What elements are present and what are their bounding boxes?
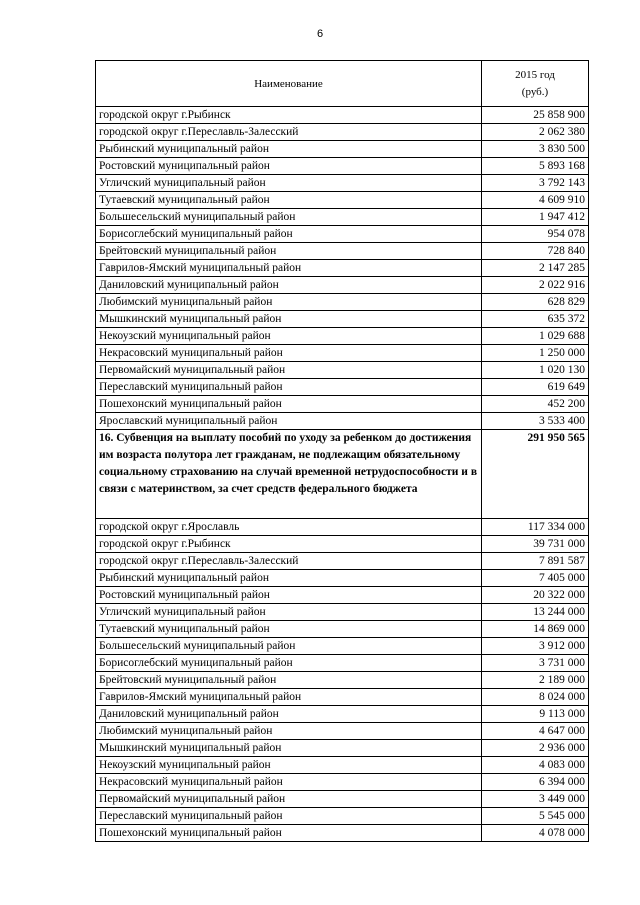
row-amount: 13 244 000 [482,604,589,621]
row-amount: 4 609 910 [482,192,589,209]
row-amount: 2 022 916 [482,277,589,294]
row-amount: 2 147 285 [482,260,589,277]
row-name: Тутаевский муниципальный район [96,621,482,638]
row-name: Мышкинский муниципальный район [96,740,482,757]
row-name: Пошехонский муниципальный район [96,825,482,842]
table-row [96,243,589,260]
row-amount: 3 830 500 [482,141,589,158]
table-row [96,757,589,774]
column-header-year-unit: (руб.) [521,85,549,98]
row-amount: 1 250 000 [482,345,589,362]
row-name: Угличский муниципальный район [96,604,482,621]
table-row [96,689,589,706]
row-name: Любимский муниципальный район [96,723,482,740]
table-row [96,362,589,379]
table-row [96,396,589,413]
row-name: Брейтовский муниципальный район [96,672,482,689]
table-row [96,124,589,141]
row-name: Даниловский муниципальный район [96,277,482,294]
row-amount: 8 024 000 [482,689,589,706]
row-amount: 14 869 000 [482,621,589,638]
table-row [96,570,589,587]
row-name: Ростовский муниципальный район [96,158,482,175]
row-name: Первомайский муниципальный район [96,791,482,808]
row-amount: 4 078 000 [482,825,589,842]
table-row [96,107,589,124]
row-name: городской округ г.Переславль-Залесский [96,553,482,570]
section-total: 291 950 565 [482,430,589,519]
table-row [96,740,589,757]
table-body-bottom [96,519,589,842]
row-amount: 7 405 000 [482,570,589,587]
page-number: 6 [316,28,324,40]
table-row [96,621,589,638]
table-row [96,808,589,825]
row-name: Рыбинский муниципальный район [96,570,482,587]
table-body-top [96,107,589,430]
row-name: Пошехонский муниципальный район [96,396,482,413]
table-row [96,536,589,553]
table-row [96,604,589,621]
row-amount: 3 533 400 [482,413,589,430]
row-name: Любимский муниципальный район [96,294,482,311]
table-row [96,413,589,430]
row-amount: 954 078 [482,226,589,243]
table-row [96,672,589,689]
row-amount: 1 029 688 [482,328,589,345]
row-name: Ярославский муниципальный район [96,413,482,430]
row-name: Некрасовский муниципальный район [96,345,482,362]
row-amount: 117 334 000 [482,519,589,536]
row-name: Угличский муниципальный район [96,175,482,192]
table-row [96,260,589,277]
row-name: Тутаевский муниципальный район [96,192,482,209]
table-row [96,345,589,362]
row-amount: 619 649 [482,379,589,396]
section-title: 16. Субвенция на выплату пособий по уходу за ребенком до достижения им возраста полутора лет гражданам, не подлежащим обязательному социальному страхованию на случай временной нетрудоспособности и в связи с материнством, за счет средств федерального бюджета [96,430,482,519]
row-name: Некрасовский муниципальный район [96,774,482,791]
row-name: Борисоглебский муниципальный район [96,226,482,243]
row-name: Большесельский муниципальный район [96,209,482,226]
table-row [96,774,589,791]
row-name: Гаврилов-Ямский муниципальный район [96,260,482,277]
table-body-section [96,430,589,519]
row-amount: 3 449 000 [482,791,589,808]
table-row [96,175,589,192]
row-name: городской округ г.Рыбинск [96,536,482,553]
table-row [96,706,589,723]
row-amount: 635 372 [482,311,589,328]
budget-table [95,60,589,842]
table-row [96,825,589,842]
row-name: городской округ г.Переславль-Залесский [96,124,482,141]
row-name: Гаврилов-Ямский муниципальный район [96,689,482,706]
row-name: Даниловский муниципальный район [96,706,482,723]
table-row [96,791,589,808]
row-amount: 628 829 [482,294,589,311]
row-name: Некоузский муниципальный район [96,757,482,774]
row-amount: 2 189 000 [482,672,589,689]
table-row [96,723,589,740]
row-name: Переславский муниципальный район [96,379,482,396]
table-row [96,655,589,672]
row-name: Рыбинский муниципальный район [96,141,482,158]
row-name: Некоузский муниципальный район [96,328,482,345]
table-header-row [96,61,589,107]
row-name: Мышкинский муниципальный район [96,311,482,328]
row-amount: 728 840 [482,243,589,260]
row-amount: 25 858 900 [482,107,589,124]
row-name: Брейтовский муниципальный район [96,243,482,260]
row-amount: 452 200 [482,396,589,413]
table-row [96,158,589,175]
row-amount: 39 731 000 [482,536,589,553]
row-amount: 2 062 380 [482,124,589,141]
row-amount: 7 891 587 [482,553,589,570]
row-name: Переславский муниципальный район [96,808,482,825]
row-name: городской округ г.Ярославль [96,519,482,536]
table-row [96,519,589,536]
table-row [96,141,589,158]
row-amount: 3 912 000 [482,638,589,655]
row-amount: 9 113 000 [482,706,589,723]
row-amount: 20 322 000 [482,587,589,604]
row-amount: 3 792 143 [482,175,589,192]
row-amount: 1 020 130 [482,362,589,379]
table-row [96,294,589,311]
row-amount: 5 893 168 [482,158,589,175]
table-row [96,328,589,345]
table-row [96,209,589,226]
row-name: Ростовский муниципальный район [96,587,482,604]
row-name: Первомайский муниципальный район [96,362,482,379]
table-row [96,379,589,396]
table-row [96,277,589,294]
table-row [96,226,589,243]
table-row [96,638,589,655]
row-name: Большесельский муниципальный район [96,638,482,655]
row-amount: 6 394 000 [482,774,589,791]
column-header-name: Наименование [96,61,482,107]
table-row [96,553,589,570]
table-row [96,192,589,209]
row-amount: 4 647 000 [482,723,589,740]
table-row [96,311,589,328]
section-row [96,430,589,519]
row-amount: 5 545 000 [482,808,589,825]
row-name: городской округ г.Рыбинск [96,107,482,124]
row-amount: 1 947 412 [482,209,589,226]
row-name: Борисоглебский муниципальный район [96,655,482,672]
column-header-year [482,61,589,107]
column-header-year-label: 2015 год [515,68,555,81]
table-row [96,587,589,604]
row-amount: 3 731 000 [482,655,589,672]
row-amount: 4 083 000 [482,757,589,774]
row-amount: 2 936 000 [482,740,589,757]
